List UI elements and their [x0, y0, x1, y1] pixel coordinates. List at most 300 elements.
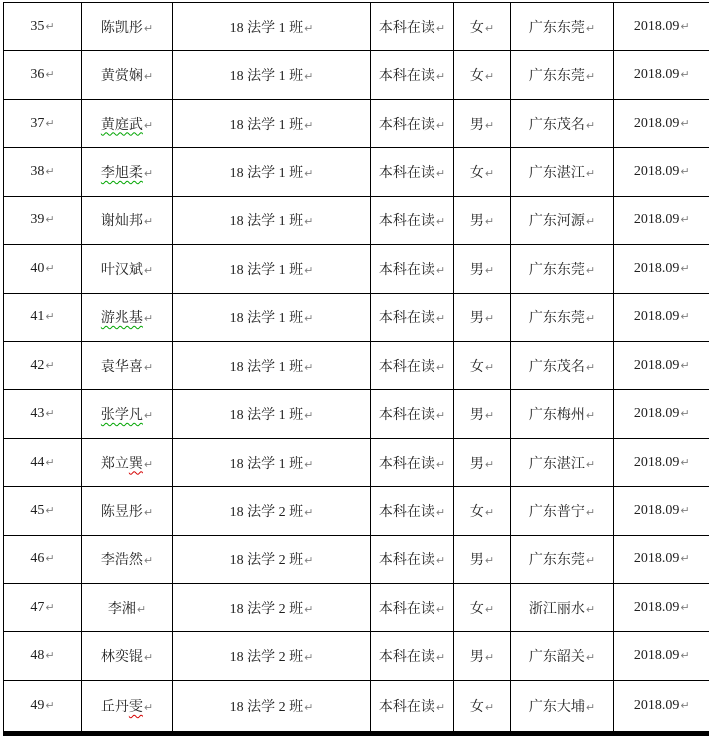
student-name-text: 陈昱彤 — [100, 504, 143, 520]
end-of-cell-mark: ↵ — [435, 166, 446, 180]
end-of-cell-mark: ↵ — [435, 312, 446, 326]
class-text: 18 法学 1 班 — [229, 69, 304, 85]
cell-gender[interactable] — [454, 535, 511, 583]
end-of-cell-mark: ↵ — [585, 651, 596, 665]
end-of-cell-mark: ↵ — [143, 70, 154, 84]
cell-name[interactable] — [82, 680, 173, 733]
end-of-cell-mark: ↵ — [143, 457, 154, 471]
status-text: 本科在读 — [378, 311, 435, 327]
end-of-cell-mark: ↵ — [304, 554, 314, 568]
row-number-text: 36 — [30, 67, 45, 83]
cell-number[interactable] — [4, 535, 82, 583]
cell-status[interactable] — [371, 3, 454, 51]
cell-date[interactable] — [614, 99, 709, 147]
end-of-cell-mark: ↵ — [585, 312, 596, 326]
student-name-text: 李浩然 — [100, 553, 143, 569]
end-of-cell-mark: ↵ — [45, 649, 55, 663]
row-number-text: 44 — [30, 454, 45, 470]
end-of-cell-mark: ↵ — [304, 651, 314, 665]
gender-text: 女 — [469, 20, 484, 36]
row-number-text: 43 — [30, 406, 45, 422]
cell-origin[interactable] — [511, 390, 614, 438]
date-text: 2018.09 — [633, 18, 680, 34]
cell-number[interactable] — [4, 341, 82, 389]
end-of-cell-mark: ↵ — [45, 261, 55, 275]
end-of-cell-mark: ↵ — [435, 457, 446, 471]
cell-name[interactable] — [82, 99, 173, 147]
end-of-cell-mark: ↵ — [680, 116, 690, 130]
gender-text: 女 — [469, 165, 484, 181]
end-of-cell-mark: ↵ — [680, 164, 690, 178]
table-row — [4, 148, 709, 196]
end-of-cell-mark: ↵ — [45, 164, 55, 178]
origin-text: 广东梅州 — [528, 408, 585, 424]
end-of-cell-mark: ↵ — [143, 312, 154, 326]
class-text: 18 法学 1 班 — [229, 456, 304, 472]
end-of-cell-mark: ↵ — [484, 166, 495, 180]
cell-origin[interactable] — [511, 51, 614, 99]
cell-date[interactable] — [614, 245, 709, 293]
end-of-cell-mark: ↵ — [680, 68, 690, 82]
gender-text: 女 — [469, 69, 484, 85]
origin-text: 广东东莞 — [528, 69, 585, 85]
cell-gender[interactable] — [454, 196, 511, 244]
end-of-cell-mark: ↵ — [304, 409, 314, 423]
row-number-text: 47 — [30, 599, 45, 615]
date-text: 2018.09 — [633, 163, 680, 179]
gender-text: 男 — [469, 456, 484, 472]
end-of-cell-mark: ↵ — [484, 70, 495, 84]
date-text: 2018.09 — [633, 309, 680, 325]
status-text: 本科在读 — [378, 650, 435, 666]
grammar-check-squiggle: 张学凡 — [100, 408, 143, 424]
cell-origin[interactable] — [511, 293, 614, 341]
end-of-cell-mark: ↵ — [585, 554, 596, 568]
cell-name[interactable] — [82, 487, 173, 535]
end-of-cell-mark: ↵ — [585, 457, 596, 471]
end-of-cell-mark: ↵ — [435, 70, 446, 84]
end-of-cell-mark: ↵ — [45, 407, 55, 421]
cell-origin[interactable] — [511, 3, 614, 51]
status-text: 本科在读 — [378, 504, 435, 520]
cell-date[interactable] — [614, 196, 709, 244]
table-row — [4, 3, 709, 51]
status-text: 本科在读 — [378, 601, 435, 617]
cell-number[interactable] — [4, 3, 82, 51]
end-of-cell-mark: ↵ — [45, 310, 55, 324]
end-of-cell-mark: ↵ — [304, 457, 314, 471]
end-of-cell-mark: ↵ — [484, 651, 495, 665]
class-text: 18 法学 1 班 — [229, 262, 304, 278]
end-of-cell-mark: ↵ — [143, 21, 154, 35]
student-name-text — [101, 700, 143, 715]
gender-text: 男 — [469, 408, 484, 424]
end-of-cell-mark: ↵ — [484, 312, 495, 326]
cell-gender[interactable] — [454, 293, 511, 341]
class-text: 18 法学 1 班 — [229, 117, 304, 133]
cell-origin[interactable] — [511, 341, 614, 389]
table-row — [4, 293, 709, 341]
cell-class[interactable] — [173, 680, 371, 733]
end-of-cell-mark: ↵ — [680, 213, 690, 227]
end-of-cell-mark: ↵ — [304, 215, 314, 229]
cell-name[interactable] — [82, 148, 173, 196]
row-number-text: 42 — [30, 357, 45, 373]
end-of-cell-mark: ↵ — [304, 166, 314, 180]
cell-class[interactable] — [173, 390, 371, 438]
gender-text: 男 — [469, 553, 484, 569]
cell-status[interactable] — [371, 632, 454, 680]
cell-date[interactable] — [614, 341, 709, 389]
cell-origin[interactable] — [511, 535, 614, 583]
end-of-cell-mark: ↵ — [45, 213, 55, 227]
cell-class[interactable] — [173, 196, 371, 244]
cell-name[interactable] — [82, 3, 173, 51]
end-of-cell-mark: ↵ — [585, 70, 596, 84]
end-of-cell-mark: ↵ — [680, 455, 690, 469]
end-of-cell-mark: ↵ — [484, 700, 495, 714]
origin-text: 浙江丽水 — [528, 601, 585, 617]
cell-class[interactable] — [173, 99, 371, 147]
row-number-text: 41 — [30, 309, 45, 325]
row-number-text: 37 — [30, 115, 45, 131]
class-text: 18 法学 1 班 — [229, 20, 304, 36]
cell-class[interactable] — [173, 3, 371, 51]
cell-origin[interactable] — [511, 584, 614, 632]
cell-date[interactable] — [614, 390, 709, 438]
cell-number[interactable] — [4, 438, 82, 486]
date-text: 2018.09 — [633, 260, 680, 276]
end-of-cell-mark: ↵ — [585, 409, 596, 423]
end-of-cell-mark: ↵ — [45, 600, 55, 614]
date-text: 2018.09 — [633, 502, 680, 518]
cell-number[interactable] — [4, 584, 82, 632]
table-row — [4, 390, 709, 438]
end-of-cell-mark: ↵ — [304, 360, 314, 374]
cell-status[interactable] — [371, 487, 454, 535]
cell-date[interactable] — [614, 148, 709, 196]
cell-number[interactable] — [4, 487, 82, 535]
gender-text: 男 — [469, 214, 484, 230]
row-number-text: 48 — [30, 648, 45, 664]
end-of-cell-mark: ↵ — [143, 118, 154, 132]
grammar-check-squiggle: 李旭柔 — [100, 165, 143, 181]
date-text: 2018.09 — [633, 115, 680, 131]
origin-text: 广东东莞 — [528, 311, 585, 327]
origin-text: 广东普宁 — [528, 504, 585, 520]
cell-origin[interactable] — [511, 245, 614, 293]
end-of-cell-mark: ↵ — [680, 698, 690, 712]
end-of-cell-mark: ↵ — [435, 554, 446, 568]
end-of-cell-mark: ↵ — [585, 21, 596, 35]
cell-date[interactable] — [614, 438, 709, 486]
row-number-text: 45 — [30, 502, 45, 518]
table-row — [4, 245, 709, 293]
cell-origin[interactable] — [511, 196, 614, 244]
cell-gender[interactable] — [454, 341, 511, 389]
end-of-cell-mark: ↵ — [585, 263, 596, 277]
cell-number[interactable] — [4, 51, 82, 99]
cell-number[interactable] — [4, 99, 82, 147]
cell-class[interactable] — [173, 487, 371, 535]
end-of-cell-mark: ↵ — [45, 19, 55, 33]
table-row — [4, 487, 709, 535]
origin-text: 广东湛江 — [528, 456, 585, 472]
cell-number[interactable] — [4, 196, 82, 244]
date-text: 2018.09 — [633, 551, 680, 567]
cell-origin[interactable] — [511, 680, 614, 733]
end-of-cell-mark: ↵ — [585, 215, 596, 229]
cell-name[interactable] — [82, 341, 173, 389]
status-text: 本科在读 — [378, 117, 435, 133]
student-name-text — [101, 408, 143, 423]
cell-gender[interactable] — [454, 390, 511, 438]
table-row — [4, 99, 709, 147]
origin-text: 广东东莞 — [528, 20, 585, 36]
gender-text: 女 — [469, 359, 484, 375]
table-row — [4, 584, 709, 632]
cell-class[interactable] — [173, 438, 371, 486]
end-of-cell-mark: ↵ — [435, 602, 446, 616]
end-of-cell-mark: ↵ — [585, 360, 596, 374]
table-row — [4, 535, 709, 583]
end-of-cell-mark: ↵ — [435, 21, 446, 35]
gender-text: 女 — [469, 504, 484, 520]
row-number-text: 35 — [30, 18, 45, 34]
student-name-text — [101, 166, 143, 181]
status-text: 本科在读 — [378, 456, 435, 472]
cell-class[interactable] — [173, 51, 371, 99]
end-of-cell-mark: ↵ — [143, 651, 154, 665]
table-row — [4, 438, 709, 486]
end-of-cell-mark: ↵ — [484, 215, 495, 229]
end-of-cell-mark: ↵ — [585, 602, 596, 616]
table-row — [4, 632, 709, 680]
cell-name[interactable] — [82, 293, 173, 341]
origin-text: 广东茂名 — [528, 117, 585, 133]
cell-status[interactable] — [371, 390, 454, 438]
class-text: 18 法学 2 班 — [229, 601, 304, 617]
end-of-cell-mark: ↵ — [484, 602, 495, 616]
cell-gender[interactable] — [454, 438, 511, 486]
student-name-text: 林奕锟 — [100, 650, 143, 666]
cell-gender[interactable] — [454, 51, 511, 99]
class-text: 18 法学 1 班 — [229, 214, 304, 230]
end-of-cell-mark: ↵ — [143, 215, 154, 229]
cell-status[interactable] — [371, 535, 454, 583]
student-name-text: 袁华喜 — [100, 359, 143, 375]
end-of-cell-mark: ↵ — [585, 700, 596, 714]
origin-text: 广东大埔 — [528, 699, 585, 715]
end-of-cell-mark: ↵ — [680, 310, 690, 324]
cell-status[interactable] — [371, 438, 454, 486]
name-plain-part: 郑立 — [100, 456, 129, 472]
cell-origin[interactable] — [511, 148, 614, 196]
cell-number[interactable] — [4, 148, 82, 196]
cell-origin[interactable] — [511, 438, 614, 486]
cell-status[interactable] — [371, 196, 454, 244]
roster-rows — [4, 3, 709, 734]
gender-text: 男 — [469, 311, 484, 327]
cell-gender[interactable] — [454, 99, 511, 147]
grammar-check-squiggle: 黄庭武 — [100, 117, 143, 133]
table-row — [4, 196, 709, 244]
cell-date[interactable] — [614, 3, 709, 51]
end-of-cell-mark: ↵ — [45, 698, 55, 712]
cell-name[interactable] — [82, 535, 173, 583]
cell-status[interactable] — [371, 245, 454, 293]
cell-number[interactable] — [4, 680, 82, 733]
row-number-text: 49 — [30, 697, 45, 713]
cell-name[interactable] — [82, 584, 173, 632]
cell-status[interactable] — [371, 293, 454, 341]
row-number-text: 46 — [30, 551, 45, 567]
cell-name[interactable] — [82, 390, 173, 438]
end-of-cell-mark: ↵ — [435, 263, 446, 277]
student-name-text: 陈凯彤 — [100, 20, 143, 36]
cell-status[interactable] — [371, 341, 454, 389]
spell-check-squiggle: 雯 — [128, 699, 143, 715]
origin-text: 广东韶关 — [528, 650, 585, 666]
origin-text: 广东茂名 — [528, 359, 585, 375]
end-of-cell-mark: ↵ — [680, 600, 690, 614]
cell-gender[interactable] — [454, 3, 511, 51]
cell-name[interactable] — [82, 51, 173, 99]
cell-name[interactable] — [82, 196, 173, 244]
date-text: 2018.09 — [633, 212, 680, 228]
cell-class[interactable] — [173, 148, 371, 196]
end-of-cell-mark: ↵ — [136, 602, 147, 616]
student-name-text: 叶汉斌 — [100, 262, 143, 278]
end-of-cell-mark: ↵ — [680, 503, 690, 517]
date-text: 2018.09 — [633, 357, 680, 373]
cell-date[interactable] — [614, 293, 709, 341]
cell-origin[interactable] — [511, 632, 614, 680]
cell-status[interactable] — [371, 51, 454, 99]
end-of-cell-mark: ↵ — [45, 358, 55, 372]
date-text: 2018.09 — [633, 454, 680, 470]
cell-gender[interactable] — [454, 148, 511, 196]
cell-date[interactable] — [614, 535, 709, 583]
end-of-cell-mark: ↵ — [680, 407, 690, 421]
origin-text: 广东湛江 — [528, 165, 585, 181]
cell-gender[interactable] — [454, 487, 511, 535]
student-roster-table — [3, 2, 709, 736]
student-name-text — [101, 311, 143, 326]
status-text: 本科在读 — [378, 408, 435, 424]
end-of-cell-mark: ↵ — [435, 118, 446, 132]
end-of-cell-mark: ↵ — [680, 552, 690, 566]
cell-origin[interactable] — [511, 99, 614, 147]
status-text: 本科在读 — [378, 359, 435, 375]
cell-class[interactable] — [173, 584, 371, 632]
date-text: 2018.09 — [633, 648, 680, 664]
cell-origin[interactable] — [511, 487, 614, 535]
class-text: 18 法学 1 班 — [229, 165, 304, 181]
cell-gender[interactable] — [454, 680, 511, 733]
end-of-cell-mark: ↵ — [680, 261, 690, 275]
cell-number[interactable] — [4, 293, 82, 341]
class-text: 18 法学 2 班 — [229, 504, 304, 520]
gender-text: 男 — [469, 262, 484, 278]
end-of-cell-mark: ↵ — [585, 166, 596, 180]
cell-date[interactable] — [614, 584, 709, 632]
end-of-cell-mark: ↵ — [304, 70, 314, 84]
cell-class[interactable] — [173, 245, 371, 293]
cell-number[interactable] — [4, 390, 82, 438]
end-of-cell-mark: ↵ — [304, 505, 314, 519]
end-of-cell-mark: ↵ — [435, 700, 446, 714]
gender-text: 男 — [469, 650, 484, 666]
cell-number[interactable] — [4, 632, 82, 680]
cell-status[interactable] — [371, 680, 454, 733]
end-of-cell-mark: ↵ — [435, 409, 446, 423]
class-text: 18 法学 1 班 — [229, 311, 304, 327]
end-of-cell-mark: ↵ — [45, 116, 55, 130]
cell-status[interactable] — [371, 584, 454, 632]
date-text: 2018.09 — [633, 697, 680, 713]
student-name-text: 黄赏娴 — [100, 69, 143, 85]
cell-status[interactable] — [371, 99, 454, 147]
end-of-cell-mark: ↵ — [484, 505, 495, 519]
end-of-cell-mark: ↵ — [484, 360, 495, 374]
end-of-cell-mark: ↵ — [484, 409, 495, 423]
end-of-cell-mark: ↵ — [484, 457, 495, 471]
spell-check-squiggle: 巽 — [128, 456, 143, 472]
cell-date[interactable] — [614, 51, 709, 99]
class-text: 18 法学 2 班 — [229, 553, 304, 569]
end-of-cell-mark: ↵ — [45, 68, 55, 82]
cell-date[interactable] — [614, 632, 709, 680]
cell-gender[interactable] — [454, 245, 511, 293]
cell-gender[interactable] — [454, 584, 511, 632]
row-number-text: 39 — [30, 212, 45, 228]
class-text: 18 法学 2 班 — [229, 699, 304, 715]
cell-gender[interactable] — [454, 632, 511, 680]
date-text: 2018.09 — [633, 67, 680, 83]
date-text: 2018.09 — [633, 406, 680, 422]
cell-status[interactable] — [371, 148, 454, 196]
cell-name[interactable] — [82, 245, 173, 293]
cell-date[interactable] — [614, 487, 709, 535]
end-of-cell-mark: ↵ — [585, 505, 596, 519]
end-of-cell-mark: ↵ — [143, 554, 154, 568]
cell-date[interactable] — [614, 680, 709, 733]
cell-class[interactable] — [173, 535, 371, 583]
cell-class[interactable] — [173, 293, 371, 341]
end-of-cell-mark: ↵ — [143, 263, 154, 277]
end-of-cell-mark: ↵ — [45, 552, 55, 566]
status-text: 本科在读 — [378, 553, 435, 569]
grammar-check-squiggle: 游兆基 — [100, 311, 143, 327]
end-of-cell-mark: ↵ — [435, 651, 446, 665]
end-of-cell-mark: ↵ — [680, 19, 690, 33]
cell-class[interactable] — [173, 341, 371, 389]
student-name-text — [101, 457, 143, 472]
student-name-text: 谢灿邦 — [100, 214, 143, 230]
cell-name[interactable] — [82, 632, 173, 680]
cell-class[interactable] — [173, 632, 371, 680]
status-text: 本科在读 — [378, 69, 435, 85]
table-row — [4, 680, 709, 733]
row-number-text: 38 — [30, 163, 45, 179]
gender-text: 男 — [469, 117, 484, 133]
cell-number[interactable] — [4, 245, 82, 293]
end-of-cell-mark: ↵ — [304, 602, 314, 616]
end-of-cell-mark: ↵ — [304, 21, 314, 35]
end-of-cell-mark: ↵ — [484, 118, 495, 132]
cell-name[interactable] — [82, 438, 173, 486]
